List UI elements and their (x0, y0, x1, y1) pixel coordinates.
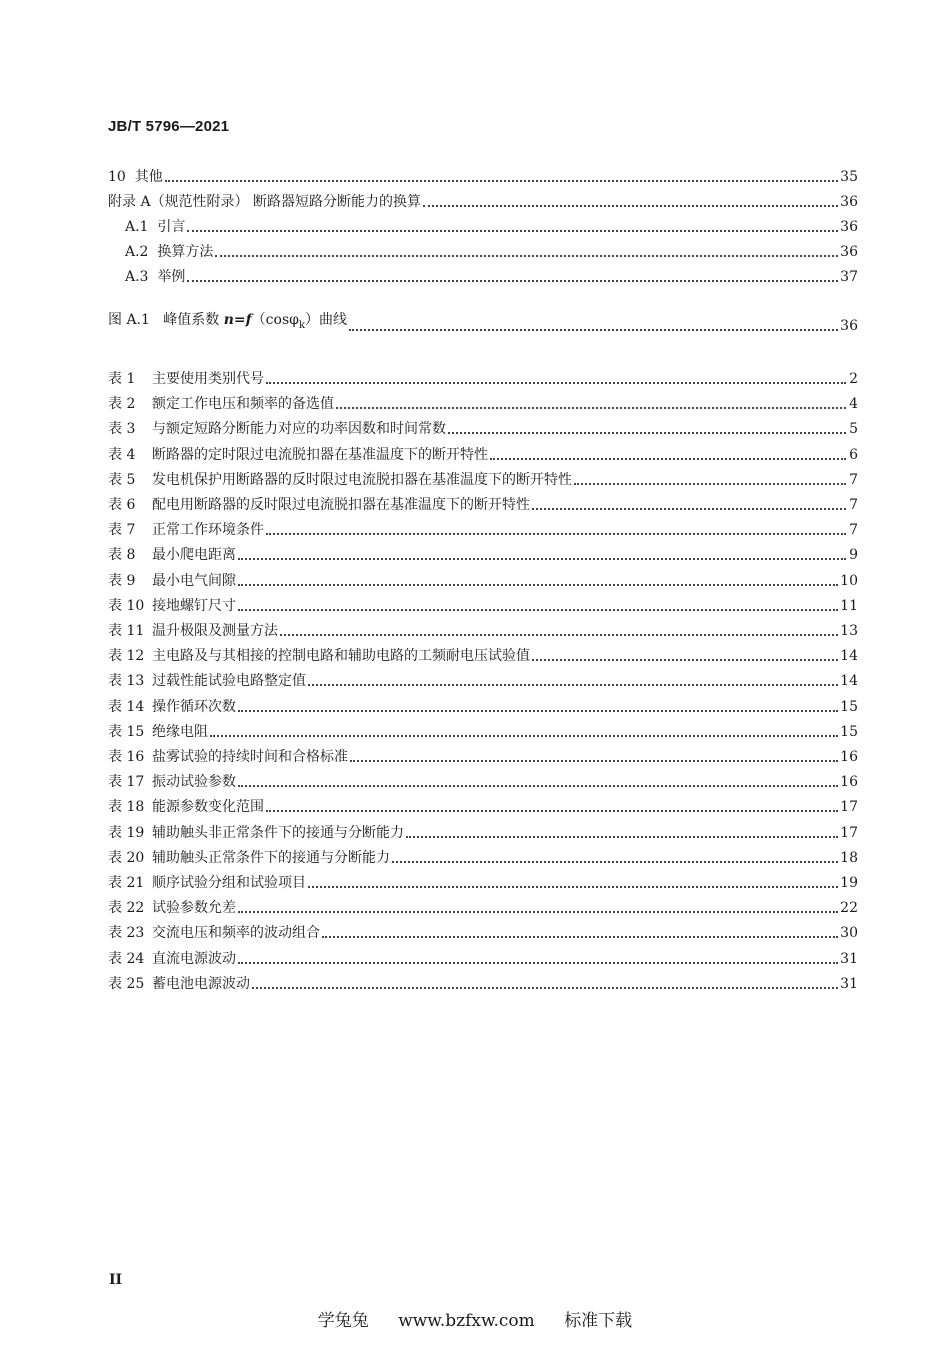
toc-entry-number: 表 19 (108, 824, 145, 841)
toc-entry-table[interactable] (108, 870, 858, 892)
toc-entry-number: 表 12 (108, 648, 145, 665)
toc-entry-page: 10 (840, 572, 858, 589)
toc-entry-number: 附录 A (108, 194, 151, 210)
dot-leader (238, 911, 838, 913)
toc-entry-number: 表 1 (108, 371, 136, 387)
dot-leader (215, 255, 838, 257)
dot-leader (238, 962, 838, 964)
toc-entry-table[interactable] (108, 416, 858, 438)
toc-entry-title: 振动试验参数 (152, 774, 236, 791)
dot-leader (238, 710, 838, 712)
toc-entry-table[interactable] (108, 517, 858, 539)
toc-entry-section-10[interactable] (108, 164, 858, 186)
toc-entry-page: 9 (849, 547, 858, 564)
toc-entry-page: 6 (849, 446, 858, 463)
toc-entry-number: 表 20 (108, 849, 145, 866)
toc-entry-number: 表 13 (108, 673, 145, 690)
figure-title-end: ）曲线 (305, 312, 347, 329)
dot-leader (238, 558, 846, 560)
toc-entry-page: 30 (840, 925, 858, 942)
toc-entry-number: 表 22 (108, 900, 145, 917)
dot-leader (210, 735, 838, 737)
toc-entry-title: 蓄电池电源波动 (152, 975, 250, 992)
toc-entry-table[interactable] (108, 568, 858, 590)
toc-entry-number: 表 25 (108, 975, 145, 992)
toc-entry-title: 最小电气间隙 (152, 572, 236, 589)
toc-entry-table[interactable] (108, 719, 858, 741)
dot-leader (406, 836, 838, 838)
toc-entry-page: 22 (840, 900, 858, 917)
toc-entry-title: 盐雾试验的持续时间和合格标准 (152, 749, 348, 765)
toc-entry-number: 表 11 (108, 623, 145, 639)
toc-entry-table[interactable] (108, 895, 858, 917)
toc-entry-number: 图 A.1 (108, 312, 150, 329)
toc-entry-title: 过载性能试验电路整定值 (152, 673, 306, 690)
toc-entry-annex-a[interactable] (108, 189, 858, 211)
dot-leader (423, 205, 838, 207)
toc-entry-page: 31 (840, 975, 858, 992)
toc-entry-page: 36 (840, 244, 858, 260)
toc-entry-number: 表 18 (108, 799, 145, 816)
toc-entry-page: 16 (840, 749, 858, 765)
dot-leader (280, 634, 838, 636)
toc-entry-table[interactable] (108, 971, 858, 993)
toc-entry-table[interactable] (108, 391, 858, 413)
toc-entry-page: 14 (840, 648, 858, 665)
toc-entry-number: A.1 (125, 219, 149, 235)
toc-entry-number: 表 21 (108, 875, 145, 891)
toc-entry-title: 主要使用类别代号 (152, 371, 264, 387)
dot-leader (187, 280, 838, 282)
toc-entry-page: 36 (840, 194, 858, 210)
toc-entry-number: 表 24 (108, 950, 145, 967)
toc-entry-title: 配电用断路器的反时限过电流脱扣器在基准温度下的断开特性 (152, 497, 530, 513)
toc-entry-table[interactable] (108, 542, 858, 564)
dot-leader (238, 609, 838, 611)
toc-entry-table[interactable] (108, 845, 858, 867)
toc-entry-page: 2 (849, 371, 858, 387)
toc-entry-title: 断路器的定时限过电流脱扣器在基准温度下的断开特性 (152, 446, 488, 463)
toc-entry-number: 表 23 (108, 925, 145, 942)
toc-entry-title: （规范性附录） 断路器短路分断能力的换算 (150, 194, 422, 210)
dot-leader (350, 760, 838, 762)
toc-entry-number: 表 14 (108, 698, 145, 715)
toc-entry-table[interactable] (108, 744, 858, 766)
toc-entry-number: 表 9 (108, 572, 136, 589)
dot-leader (187, 230, 838, 232)
toc-entry-title: 引言 (157, 219, 186, 235)
toc-entry-title: 辅助触头正常条件下的接通与分断能力 (152, 849, 390, 866)
watermark-left: 学兔兔 (317, 1311, 369, 1331)
watermark-url[interactable]: www.bzfxw.com (398, 1311, 535, 1331)
toc-entry-table[interactable] (108, 820, 858, 842)
toc-entry-table[interactable] (108, 643, 858, 665)
dot-leader (532, 508, 846, 510)
figure-title-variable: n=f (223, 312, 252, 329)
toc-entry-a1[interactable] (108, 214, 858, 236)
dot-leader (266, 533, 846, 535)
toc-entry-title: 与额定短路分断能力对应的功率因数和时间常数 (152, 421, 446, 438)
toc-entry-title: 正常工作环境条件 (152, 522, 264, 539)
toc-entry-number: A.2 (125, 244, 149, 260)
toc-entry-table[interactable] (108, 794, 858, 816)
toc-entry-table[interactable] (108, 920, 858, 942)
toc-entry-title: 主电路及与其相接的控制电路和辅助电路的工频耐电压试验值 (152, 648, 530, 665)
figure-title-middle: （cosφ (251, 312, 299, 329)
toc-entry-number: 表 4 (108, 446, 136, 463)
toc-entry-title: 能源参数变化范围 (152, 799, 264, 816)
dot-leader (490, 458, 846, 460)
toc-entry-page: 36 (840, 318, 858, 334)
toc-entry-page: 7 (849, 471, 858, 488)
toc-entry-table[interactable] (108, 366, 858, 388)
toc-entry-number: 10 (108, 169, 126, 185)
toc-entry-number: 表 7 (108, 522, 136, 539)
toc-entry-number: 表 5 (108, 471, 136, 488)
dot-leader (448, 432, 846, 434)
figure-title-subscript: k (298, 320, 305, 331)
toc-entry-title: 额定工作电压和频率的备选值 (152, 396, 334, 413)
dot-leader (238, 785, 838, 787)
toc-entry-page: 19 (840, 875, 858, 891)
toc-entry-title: 最小爬电距离 (152, 547, 236, 564)
toc-entry-figure-a1[interactable] (108, 313, 858, 335)
toc-entry-title: 操作循环次数 (152, 698, 236, 715)
toc-entry-number: 表 17 (108, 774, 145, 791)
toc-entry-page: 17 (840, 824, 858, 841)
toc-entry-title: 直流电源波动 (152, 950, 236, 967)
toc-entry-page: 7 (849, 497, 858, 513)
toc-entry-page: 14 (840, 673, 858, 690)
dot-leader (308, 886, 838, 888)
dot-leader (574, 483, 846, 485)
toc-entry-title: 辅助触头非正常条件下的接通与分断能力 (152, 824, 404, 841)
toc-entry-table[interactable] (108, 694, 858, 716)
toc-entry-title: 举例 (157, 269, 186, 285)
dot-leader (165, 180, 838, 182)
toc-entry-number: 表 2 (108, 396, 136, 413)
toc-entry-page: 4 (849, 396, 858, 413)
toc-entry-title: 发电机保护用断路器的反时限过电流脱扣器在基准温度下的断开特性 (152, 471, 572, 488)
dot-leader (252, 987, 838, 989)
toc-entry-number: 表 15 (108, 723, 145, 740)
toc-entry-page: 7 (849, 522, 858, 539)
toc-entry-table[interactable] (108, 769, 858, 791)
toc-entry-page: 15 (840, 698, 858, 715)
toc-entry-table[interactable] (108, 442, 858, 464)
toc-entry-number: 表 3 (108, 421, 136, 438)
toc-entry-page: 37 (840, 269, 858, 285)
toc-entry-number: 表 6 (108, 497, 136, 513)
toc-entry-page: 31 (840, 950, 858, 967)
dot-leader (266, 810, 838, 812)
toc-entry-number: 表 10 (108, 597, 145, 614)
toc-entry-page: 17 (840, 799, 858, 816)
dot-leader (322, 936, 838, 938)
toc-entry-page: 18 (840, 849, 858, 866)
toc-entry-table[interactable] (108, 593, 858, 615)
toc-entry-table[interactable] (108, 618, 858, 640)
dot-leader (308, 684, 838, 686)
toc-entry-page: 16 (840, 774, 858, 791)
dot-leader (336, 407, 846, 409)
toc-entry-title: 换算方法 (157, 244, 214, 260)
toc-entry-table[interactable] (108, 467, 858, 489)
toc-entry-table[interactable] (108, 492, 858, 514)
toc-entry-page: 15 (840, 723, 858, 740)
toc-entry-title: 温升极限及测量方法 (152, 623, 278, 639)
toc-entry-title: 试验参数允差 (152, 900, 236, 917)
page-number: II (109, 1272, 123, 1288)
dot-leader (392, 861, 838, 863)
figure-title-prefix: 峰值系数 (163, 312, 224, 329)
toc-entry-a3[interactable] (108, 264, 858, 286)
toc-entry-title: 其他 (134, 169, 163, 185)
toc-entry-title: 绝缘电阻 (152, 723, 208, 740)
toc-entry-title: 顺序试验分组和试验项目 (152, 875, 306, 891)
toc-entry-page: 13 (840, 623, 858, 639)
toc-entry-page: 11 (840, 597, 858, 614)
toc-entry-table[interactable] (108, 946, 858, 968)
toc-entry-page: 5 (849, 421, 858, 438)
toc-entry-title: 交流电压和频率的波动组合 (152, 925, 320, 942)
watermark-right: 标准下载 (564, 1311, 633, 1331)
document-code: JB/T 5796—2021 (108, 118, 230, 135)
toc-entry-number: A.3 (125, 269, 149, 285)
toc-entry-table[interactable] (108, 668, 858, 690)
dot-leader (532, 659, 838, 661)
toc-entry-title: 接地螺钉尺寸 (152, 597, 236, 614)
dot-leader (266, 382, 846, 384)
toc-entry-number: 表 8 (108, 547, 136, 564)
watermark (0, 1306, 950, 1331)
toc-entry-number: 表 16 (108, 749, 145, 765)
toc-entry-page: 35 (840, 169, 858, 185)
dot-leader (349, 329, 838, 331)
toc-entry-a2[interactable] (108, 239, 858, 261)
toc-entry-page: 36 (840, 219, 858, 235)
dot-leader (238, 584, 838, 586)
